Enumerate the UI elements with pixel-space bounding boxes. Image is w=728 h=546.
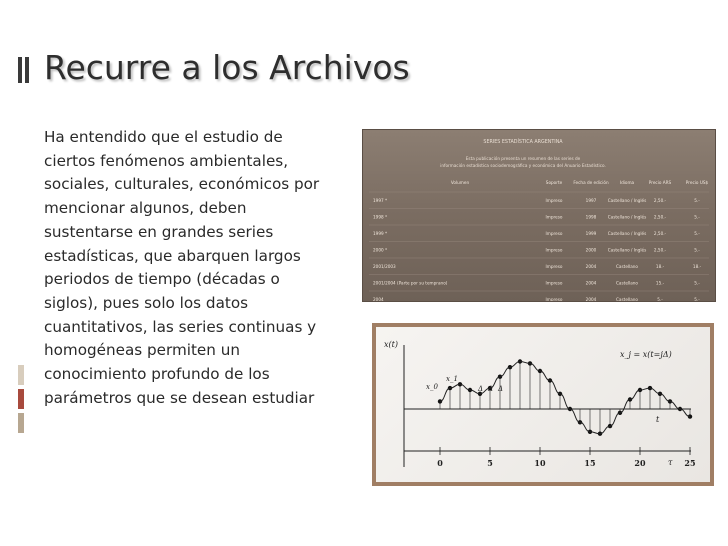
table-cell: Impreso [545, 247, 563, 253]
table-cell: 2001/2003 [373, 264, 396, 269]
table-cell: 5.- [694, 247, 700, 253]
body-line: siglos), pues solo los datos [44, 293, 249, 312]
table-cell: 2,50.- [653, 247, 667, 253]
side-accent-block [18, 413, 24, 433]
graph-point-label: x_1 [446, 375, 458, 383]
graph-point-label: Δ [478, 385, 484, 393]
table-header-row [451, 180, 709, 185]
table-cell: 5.- [694, 198, 700, 203]
signal-curve [440, 362, 690, 434]
table-cell: 1999 * [373, 231, 388, 236]
table-cell: 5.- [694, 214, 700, 220]
tau-tick-label: 15 [584, 458, 596, 468]
table-cell: Castellano / Inglés [607, 198, 647, 203]
table-cell: Impreso [545, 297, 563, 301]
table-header: Fecha de edición [573, 180, 609, 185]
table-cell: 5.- [694, 297, 700, 301]
body-line: homogéneas permiten un [44, 341, 240, 360]
table-subtitle: información estadística sociodemográfica y económica del Anuario Estadístico. [440, 163, 606, 168]
title-accent-bars [18, 57, 32, 83]
table-row [373, 264, 702, 269]
side-accent-block [18, 389, 24, 409]
body-line: estadísticas, que abarquen largos [44, 246, 301, 265]
tau-tick-label: 20 [634, 458, 646, 468]
table-row [373, 248, 700, 253]
table-cell: 1999 [585, 231, 597, 236]
tau-tick-label: 0 [437, 458, 443, 468]
table-cell: 5.- [694, 231, 700, 236]
body-line: sustentarse en grandes series [44, 222, 274, 241]
table-cell: Impreso [545, 231, 563, 236]
graph-formula: x_j = x(t=jΔ) [620, 350, 672, 359]
table-subtitle: Esta publicación presenta un resumen de las series de [465, 156, 581, 161]
table-cell: 1998 * [373, 214, 388, 220]
body-line: periodos de tiempo (décadas o [44, 270, 280, 289]
table-header: Precio ARS [648, 180, 672, 185]
table-cell: 1997 * [373, 198, 388, 203]
tau-tick-label: 5 [487, 458, 493, 468]
table-cell: Impreso [545, 264, 563, 269]
table-cell: 1998 [585, 214, 597, 220]
graph-point-label: Δ [488, 385, 494, 393]
table-header: Idioma [619, 180, 635, 185]
table-cell: 15.- [655, 280, 665, 286]
table-cell: 2,50.- [653, 198, 667, 203]
table-cell: 2,50.- [653, 231, 667, 236]
sampled-signal-graph-image [372, 323, 714, 486]
slide-body-text [44, 126, 354, 410]
table-cell: 2001/2004 (Parte por su temprano) [373, 280, 448, 286]
body-line: parámetros que se desean estudiar [44, 388, 315, 407]
table-cell: Impreso [545, 214, 563, 220]
tau-tick-label: 25 [684, 458, 696, 468]
table-row [373, 281, 700, 286]
table-cell: 2,50.- [653, 214, 667, 220]
table-cell: 2004 [585, 280, 597, 286]
graph-point-label: x_0 [426, 383, 438, 391]
table-row [373, 297, 700, 301]
table-cell: Castellano [616, 280, 638, 286]
graph-x-label: t [656, 415, 660, 424]
table-cell: 1997 [585, 198, 597, 203]
statistics-table-image [362, 129, 716, 302]
table-header: Soporte [545, 180, 563, 185]
table-row [373, 215, 700, 220]
table-cell: 2000 [585, 247, 597, 253]
graph-tau-label: τ [668, 458, 673, 467]
table-cell: 18.- [655, 264, 665, 269]
table-header: Volumen [450, 180, 470, 185]
body-line: Ha entendido que el estudio de [44, 128, 283, 146]
side-accent-block [18, 365, 24, 385]
body-line: mencionar algunos, deben [44, 199, 247, 218]
graph-point-label: Δ [498, 385, 504, 393]
table-row [373, 231, 700, 236]
table-cell: Castellano / Inglés [607, 247, 647, 253]
body-line: ciertos fenómenos ambientales, [44, 151, 289, 170]
table-cell: 5.- [657, 297, 663, 301]
table-cell: Castellano / Inglés [607, 214, 647, 220]
table-header: Precio US$ [685, 180, 709, 185]
table-cell: Impreso [545, 280, 563, 286]
table-cell: Castellano [616, 264, 638, 269]
slide-title: Recurre a los Archivos [44, 48, 410, 87]
table-cell: Castellano [616, 297, 638, 301]
table-cell: Castellano / Inglés [607, 231, 647, 236]
table-cell: 2004 [585, 264, 597, 269]
body-line: sociales, culturales, económicos por [44, 175, 320, 194]
body-line: cuantitativos, las series continuas y [44, 317, 317, 336]
table-cell: 2004 [373, 297, 384, 301]
graph-y-label: x(t) [384, 340, 398, 349]
table-cell: 2004 [585, 297, 597, 301]
table-cell: 5.- [694, 280, 700, 286]
table-title: SERIES ESTADÍSTICA ARGENTINA [483, 140, 563, 145]
table-cell: 18.- [692, 264, 702, 269]
table-cell: Impreso [545, 198, 563, 203]
tau-tick-label: 10 [534, 458, 546, 468]
body-line: conocimiento profundo de los [44, 365, 270, 384]
table-cell: 2000 * [373, 247, 388, 253]
table-row [373, 198, 700, 203]
